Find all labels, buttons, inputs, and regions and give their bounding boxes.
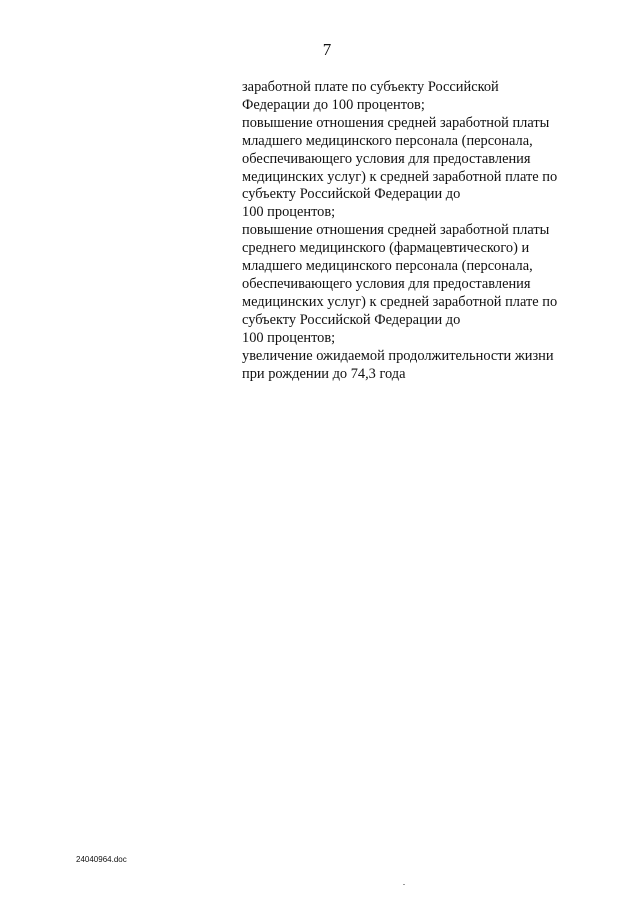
- text-line: 100 процентов;: [242, 329, 336, 346]
- footer-filename: 24040964.doc: [76, 855, 127, 864]
- text-line: заработной плате по субъекту Российской: [242, 79, 499, 95]
- text-line: 100 процентов;: [242, 204, 336, 221]
- text-line: медицинских услуг) к средней заработной плате по: [242, 293, 558, 310]
- text-line: медицинских услуг) к средней заработной плате по: [242, 168, 558, 185]
- text-line: младшего медицинского персонала (персонала,: [242, 258, 533, 275]
- text-line: младшего медицинского персонала (персонала,: [242, 132, 533, 149]
- text-line: увеличение ожидаемой продолжительности жизни: [242, 347, 554, 364]
- page-number: 7: [322, 40, 332, 59]
- text-line: Федерации до 100 процентов;: [242, 96, 425, 113]
- document-body: [242, 79, 582, 383]
- text-line: повышение отношения средней заработной платы: [242, 222, 550, 239]
- text-line: обеспечивающего условия для предоставления: [242, 150, 531, 167]
- text-line: субъекту Российской Федерации до: [242, 311, 461, 328]
- text-line: субъекту Российской Федерации до: [242, 186, 461, 203]
- text-line: при рождении до 74,3 года: [242, 365, 406, 382]
- text-line: среднего медицинского (фармацевтического) и: [242, 240, 530, 257]
- scan-artifact: [403, 884, 405, 885]
- text-line: повышение отношения средней заработной платы: [242, 114, 550, 131]
- text-line: обеспечивающего условия для предоставления: [242, 275, 531, 292]
